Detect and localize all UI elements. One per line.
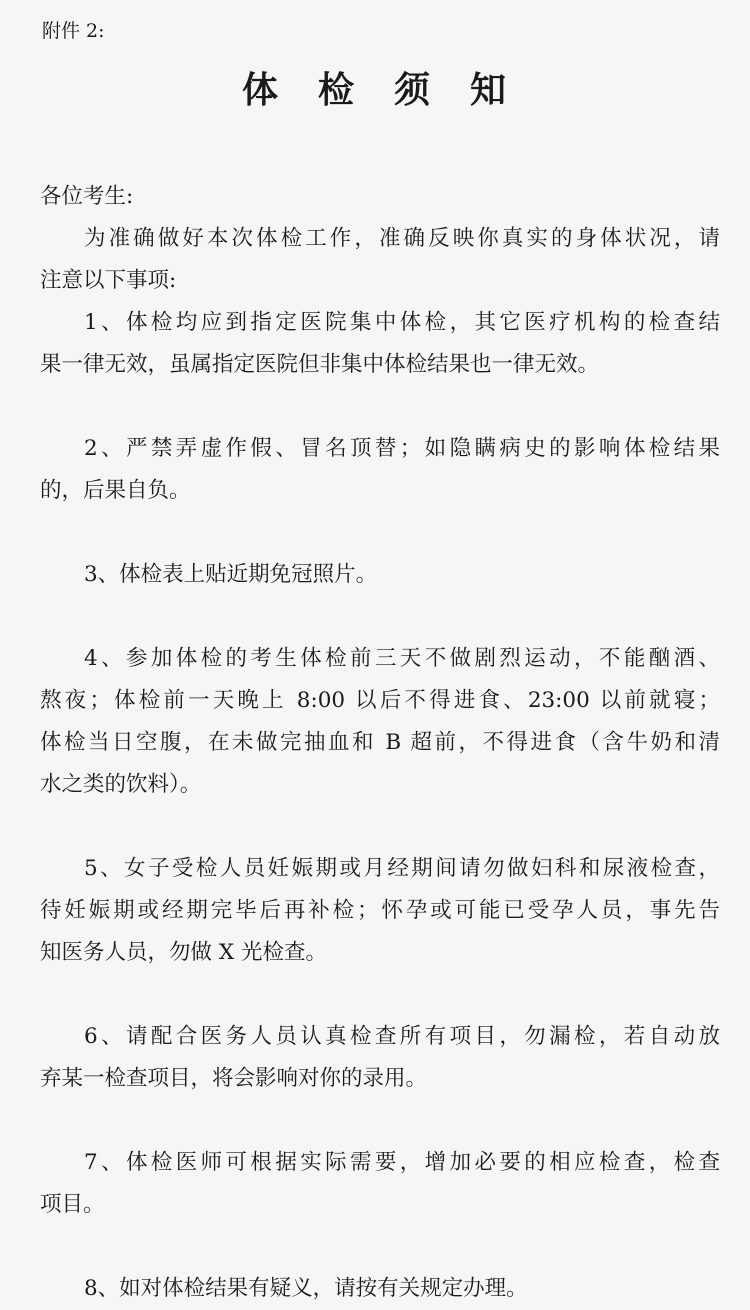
paragraph-gap (40, 512, 720, 554)
paragraph-line: 熬夜；体检前一天晚上 8:00 以后不得进食、23:00 以前就寝； (40, 688, 720, 713)
paragraph-line: 为准确做好本次体检工作，准确反映你真实的身体状况，请 (84, 226, 720, 251)
paragraph-line: 弃某一检查项目，将会影响对你的录用。 (40, 1066, 428, 1091)
paragraph-line: 知医务人员，勿做 X 光检查。 (40, 940, 327, 965)
paragraph-line: 果一律无效，虽属指定医院但非集中体检结果也一律无效。 (40, 352, 600, 377)
paragraph-gap (40, 1226, 720, 1268)
paragraph-line: 项目。 (40, 1192, 105, 1217)
paragraph-line: 水之类的饮料）。 (40, 772, 202, 797)
paragraph-gap (40, 1100, 720, 1142)
page-title (0, 62, 750, 113)
paragraph-line: 1、体检均应到指定医院集中体检，其它医疗机构的检查结 (84, 310, 720, 335)
paragraph-gap (40, 974, 720, 1016)
document-body (40, 176, 720, 1310)
paragraph-line: 7、体检医师可根据实际需要，增加必要的相应检查，检查 (84, 1150, 720, 1175)
paragraph-line: 5、女子受检人员妊娠期或月经期间请勿做妇科和尿液检查， (84, 856, 720, 881)
paragraph-gap (40, 806, 720, 848)
title-char: 知 (470, 70, 509, 111)
paragraph-line: 注意以下事项: (40, 268, 177, 293)
paragraph-line: 8、如对体检结果有疑义，请按有关规定办理。 (84, 1276, 528, 1301)
paragraph-line: 的，后果自负。 (40, 478, 191, 503)
paragraph-line: 2、严禁弄虚作假、冒名顶替；如隐瞒病史的影响体检结果 (84, 436, 720, 461)
paragraph-line: 待妊娠期或经期完毕后再补检；怀孕或可能已受孕人员，事先告 (40, 898, 720, 923)
title-char: 检 (317, 70, 356, 111)
title-char: 须 (394, 70, 433, 111)
paragraph-line: 体检当日空腹，在未做完抽血和 B 超前，不得进食（含牛奶和清 (40, 730, 720, 755)
title-char: 体 (241, 70, 280, 111)
paragraph-line: 3、体检表上贴近期免冠照片。 (84, 562, 378, 587)
greeting: 各位考生: (40, 184, 134, 209)
paragraph-line: 4、参加体检的考生体检前三天不做剧烈运动，不能酗酒、 (84, 646, 720, 671)
attachment-label: 附件 2: (42, 20, 105, 42)
paragraph-gap (40, 596, 720, 638)
paragraph-line: 6、请配合医务人员认真检查所有项目，勿漏检，若自动放 (84, 1024, 720, 1049)
paragraph-gap (40, 386, 720, 428)
